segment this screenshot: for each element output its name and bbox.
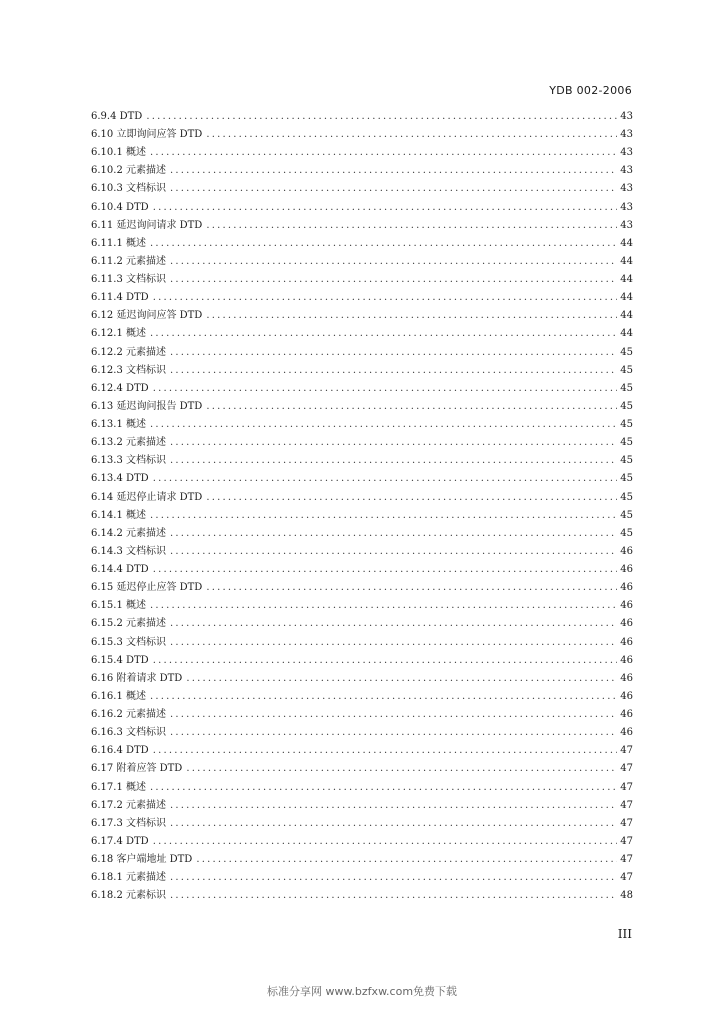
toc-entry-page: 45 (620, 346, 633, 358)
toc-entry-page: 46 (620, 618, 633, 630)
toc-entry-page: 47 (620, 817, 633, 829)
toc-entry-label: 6.15 延迟停止应答 DTD (91, 582, 203, 594)
toc-entry-page: 43 (620, 201, 633, 213)
toc-entry-page: 43 (620, 129, 633, 141)
dot-leader (170, 452, 617, 470)
dot-leader (170, 887, 617, 905)
toc-entry-page: 46 (620, 582, 633, 594)
dot-leader (186, 670, 617, 688)
toc-entry-label: 6.15.1 概述 (91, 600, 146, 612)
toc-entry-label: 6.12.4 DTD (91, 382, 149, 394)
toc-entry-label: 6.10.1 概述 (91, 147, 146, 159)
toc-entry-label: 6.9.4 DTD (91, 110, 143, 122)
toc-entry[interactable] (91, 362, 633, 380)
toc-entry-page: 45 (620, 473, 633, 485)
document-code: YDB 002-2006 (549, 84, 632, 97)
toc-entry-page: 43 (620, 110, 633, 122)
toc-entry-label: 6.14 延迟停止请求 DTD (91, 491, 203, 503)
dot-leader (153, 561, 618, 579)
toc-entry-page: 47 (620, 872, 633, 884)
toc-entry-label: 6.12.2 元素描述 (91, 346, 166, 358)
toc-entry-label: 6.17.1 概述 (91, 781, 146, 793)
toc-entry-label: 6.12.3 文档标识 (91, 364, 166, 376)
toc-entry-label: 6.12 延迟询问应答 DTD (91, 310, 203, 322)
dot-leader (150, 597, 617, 615)
toc-entry-label: 6.15.2 元素描述 (91, 618, 166, 630)
toc-entry-label: 6.16.3 文档标识 (91, 727, 166, 739)
toc-entry-label: 6.13.1 概述 (91, 419, 146, 431)
toc-entry-page: 44 (620, 255, 633, 267)
toc-entry-label: 6.13.2 元素描述 (91, 437, 166, 449)
toc-entry-page: 45 (620, 419, 633, 431)
toc-entry-page: 46 (620, 709, 633, 721)
dot-leader (170, 271, 617, 289)
toc-entry-label: 6.10 立即询问应答 DTD (91, 129, 203, 141)
dot-leader (150, 144, 617, 162)
toc-entry-label: 6.10.3 文档标识 (91, 183, 166, 195)
toc-entry-label: 6.12.1 概述 (91, 328, 146, 340)
toc-entry[interactable] (91, 597, 633, 615)
toc-entry-page: 46 (620, 690, 633, 702)
toc-entry[interactable] (91, 652, 633, 670)
toc-entry-label: 6.18.2 元素标识 (91, 890, 166, 902)
watermark-footer: 标准分享网 www.bzfxw.com免费下载 (266, 985, 458, 998)
dot-leader (153, 289, 618, 307)
toc-entry[interactable] (91, 561, 633, 579)
toc-entry-page: 45 (620, 437, 633, 449)
toc-entry[interactable] (91, 525, 633, 543)
toc-entry[interactable] (91, 887, 633, 905)
dot-leader (150, 235, 617, 253)
dot-leader (196, 851, 617, 869)
toc-entry-label: 6.15.4 DTD (91, 654, 149, 666)
dot-leader (150, 507, 617, 525)
toc-entry-page: 47 (620, 835, 633, 847)
toc-entry-page: 45 (620, 491, 633, 503)
toc-entry-page: 43 (620, 219, 633, 231)
toc-entry-label: 6.17.3 文档标识 (91, 817, 166, 829)
dot-leader (186, 761, 617, 779)
dot-leader (170, 162, 617, 180)
toc-entry-page: 43 (620, 147, 633, 159)
toc-entry[interactable] (91, 452, 633, 470)
toc-entry-label: 6.16.2 元素描述 (91, 709, 166, 721)
page-number: III (617, 927, 632, 941)
toc-entry[interactable] (91, 724, 633, 742)
toc-entry-label: 6.18 客户端地址 DTD (91, 854, 193, 866)
toc-entry[interactable] (91, 217, 633, 235)
toc-entry[interactable] (91, 126, 633, 144)
toc-entry[interactable] (91, 815, 633, 833)
toc-entry-page: 46 (620, 545, 633, 557)
toc-entry[interactable] (91, 108, 633, 126)
toc-entry[interactable] (91, 253, 633, 271)
dot-leader (170, 634, 617, 652)
toc-entry-label: 6.11.3 文档标识 (91, 274, 166, 286)
toc-entry-page: 46 (620, 727, 633, 739)
toc-entry-page: 45 (620, 400, 633, 412)
dot-leader (153, 199, 618, 217)
toc-entry[interactable] (91, 797, 633, 815)
dot-leader (150, 416, 617, 434)
dot-leader (153, 833, 618, 851)
dot-leader (206, 126, 617, 144)
toc-entry-page: 47 (620, 745, 633, 757)
toc-entry[interactable] (91, 489, 633, 507)
toc-entry[interactable] (91, 235, 633, 253)
toc-entry-page: 45 (620, 527, 633, 539)
toc-entry[interactable] (91, 688, 633, 706)
toc-entry[interactable] (91, 326, 633, 344)
toc-entry[interactable] (91, 616, 633, 634)
dot-leader (170, 869, 617, 887)
dot-leader (170, 525, 617, 543)
dot-leader (170, 434, 617, 452)
toc-entry-label: 6.13.4 DTD (91, 473, 149, 485)
toc-entry-label: 6.14.2 元素描述 (91, 527, 166, 539)
toc-entry[interactable] (91, 181, 633, 199)
dot-leader (170, 181, 617, 199)
dot-leader (153, 742, 618, 760)
dot-leader (170, 706, 617, 724)
dot-leader (170, 797, 617, 815)
dot-leader (150, 688, 617, 706)
toc-entry[interactable] (91, 471, 633, 489)
toc-entry-page: 46 (620, 600, 633, 612)
toc-entry-label: 6.16.1 概述 (91, 690, 146, 702)
toc-entry-page: 44 (620, 310, 633, 322)
toc-entry-label: 6.17.4 DTD (91, 835, 149, 847)
dot-leader (206, 217, 617, 235)
toc-entry-label: 6.11.2 元素描述 (91, 255, 166, 267)
toc-entry[interactable] (91, 380, 633, 398)
toc-entry-page: 44 (620, 274, 633, 286)
dot-leader (170, 616, 617, 634)
toc-entry-page: 47 (620, 799, 633, 811)
dot-leader (153, 652, 618, 670)
dot-leader (170, 253, 617, 271)
dot-leader (170, 344, 617, 362)
toc-entry[interactable] (91, 289, 633, 307)
toc-entry[interactable] (91, 833, 633, 851)
toc-entry[interactable] (91, 144, 633, 162)
toc-entry-page: 46 (620, 672, 633, 684)
dot-leader (170, 543, 617, 561)
toc-entry[interactable] (91, 851, 633, 869)
dot-leader (170, 724, 617, 742)
toc-entry-page: 44 (620, 237, 633, 249)
dot-leader (170, 362, 617, 380)
toc-entry[interactable] (91, 199, 633, 217)
toc-entry-page: 45 (620, 455, 633, 467)
toc-entry-label: 6.11.4 DTD (91, 292, 149, 304)
toc-entry[interactable] (91, 634, 633, 652)
toc-entry-page: 47 (620, 763, 633, 775)
dot-leader (150, 779, 617, 797)
dot-leader (206, 307, 617, 325)
dot-leader (150, 326, 617, 344)
toc-entry-label: 6.16 附着请求 DTD (91, 672, 183, 684)
toc-entry-page: 45 (620, 382, 633, 394)
toc-entry[interactable] (91, 507, 633, 525)
dot-leader (153, 471, 618, 489)
toc-entry-label: 6.14.4 DTD (91, 564, 149, 576)
toc-entry[interactable] (91, 706, 633, 724)
toc-entry[interactable] (91, 670, 633, 688)
toc-entry-page: 45 (620, 509, 633, 521)
toc-entry-label: 6.11 延迟询问请求 DTD (91, 219, 203, 231)
dot-leader (153, 380, 618, 398)
toc-entry[interactable] (91, 579, 633, 597)
toc-entry[interactable] (91, 869, 633, 887)
toc-entry[interactable] (91, 416, 633, 434)
toc-entry-page: 47 (620, 781, 633, 793)
toc-entry-page: 45 (620, 364, 633, 376)
dot-leader (170, 815, 617, 833)
toc-entry[interactable] (91, 779, 633, 797)
dot-leader (206, 579, 617, 597)
toc-entry-page: 46 (620, 654, 633, 666)
toc-entry-page: 47 (620, 854, 633, 866)
toc-entry[interactable] (91, 742, 633, 760)
toc-entry-label: 6.14.1 概述 (91, 509, 146, 521)
toc-entry-label: 6.10.2 元素描述 (91, 165, 166, 177)
toc-entry-page: 44 (620, 292, 633, 304)
toc-entry-label: 6.17.2 元素描述 (91, 799, 166, 811)
dot-leader (206, 489, 617, 507)
toc-entry-page: 44 (620, 328, 633, 340)
toc-entry-label: 6.15.3 文档标识 (91, 636, 166, 648)
toc-entry-label: 6.13 延迟询问报告 DTD (91, 400, 203, 412)
toc-entry-page: 48 (620, 890, 633, 902)
toc-entry-label: 6.10.4 DTD (91, 201, 149, 213)
toc-entry[interactable] (91, 434, 633, 452)
toc-entry[interactable] (91, 271, 633, 289)
toc-entry[interactable] (91, 162, 633, 180)
toc-entry-page: 43 (620, 165, 633, 177)
toc-entry-page: 43 (620, 183, 633, 195)
toc-entry[interactable] (91, 307, 633, 325)
toc-entry[interactable] (91, 543, 633, 561)
toc-entry-label: 6.13.3 文档标识 (91, 455, 166, 467)
toc-entry-page: 46 (620, 636, 633, 648)
table-of-contents (91, 108, 633, 906)
toc-entry-page: 46 (620, 564, 633, 576)
toc-entry[interactable] (91, 398, 633, 416)
toc-entry-label: 6.14.3 文档标识 (91, 545, 166, 557)
toc-entry-label: 6.11.1 概述 (91, 237, 146, 249)
toc-entry-label: 6.18.1 元素描述 (91, 872, 166, 884)
toc-entry-label: 6.16.4 DTD (91, 745, 149, 757)
toc-entry[interactable] (91, 761, 633, 779)
toc-entry-label: 6.17 附着应答 DTD (91, 763, 183, 775)
dot-leader (206, 398, 617, 416)
dot-leader (146, 108, 617, 126)
toc-entry[interactable] (91, 344, 633, 362)
